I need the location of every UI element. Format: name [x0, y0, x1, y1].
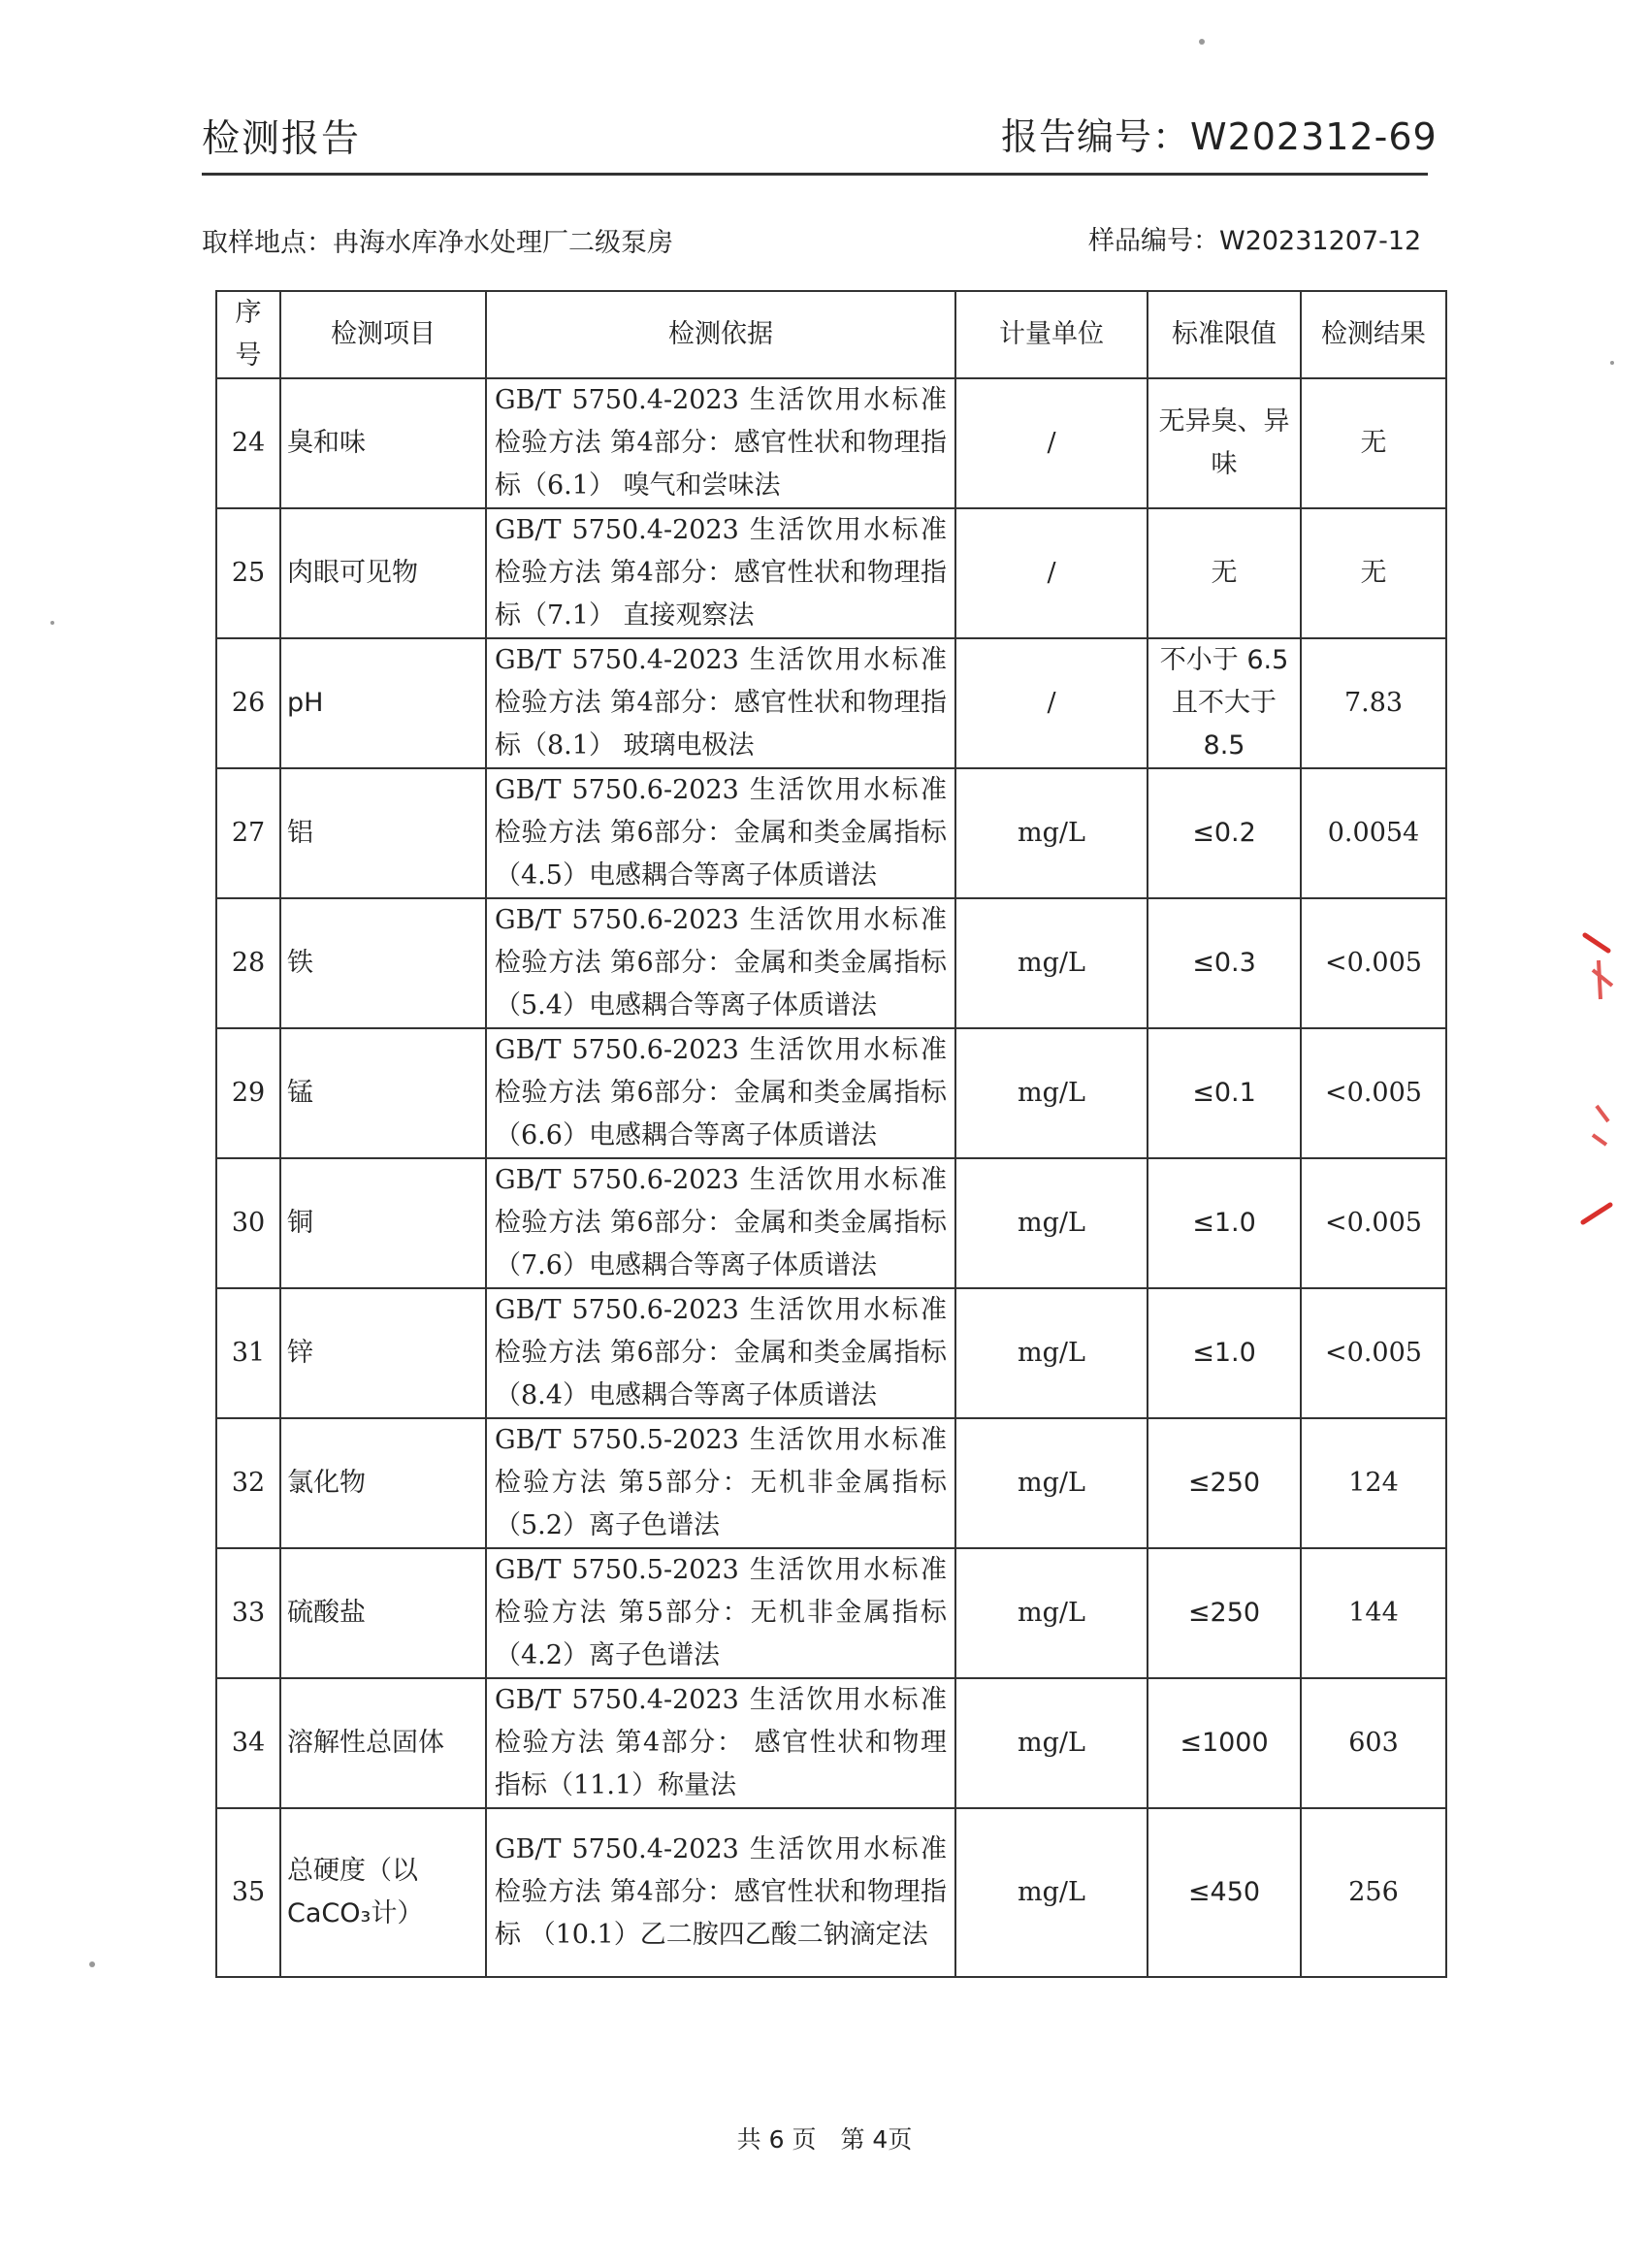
row-limit: ≤0.3 — [1148, 898, 1301, 1028]
row-basis: GB/T 5750.4-2023 生活饮用水标准检验方法 第4部分：感官性状和物理指标 （10.1）乙二胺四乙酸二钠滴定法 — [486, 1808, 955, 1977]
table-row — [216, 638, 1446, 768]
row-unit: mg/L — [955, 1678, 1148, 1808]
row-no: 29 — [216, 1028, 280, 1158]
table-row — [216, 378, 1446, 508]
row-no: 28 — [216, 898, 280, 1028]
scan-speck — [50, 621, 54, 625]
row-basis: GB/T 5750.6-2023 生活饮用水标准检验方法 第6部分：金属和类金属指标（6.6）电感耦合等离子体质谱法 — [486, 1028, 955, 1158]
scan-speck — [1610, 361, 1614, 365]
row-item: 锌 — [280, 1288, 486, 1418]
report-title: 检测报告 — [202, 117, 362, 161]
row-item: 肉眼可见物 — [280, 508, 486, 638]
header-basis: 检测依据 — [486, 291, 955, 378]
row-unit: mg/L — [955, 1158, 1148, 1288]
row-basis: GB/T 5750.6-2023 生活饮用水标准检验方法 第6部分：金属和类金属指标（8.4）电感耦合等离子体质谱法 — [486, 1288, 955, 1418]
row-result: 256 — [1301, 1808, 1446, 1977]
row-unit: mg/L — [955, 1548, 1148, 1678]
row-item: pH — [280, 638, 486, 768]
row-unit: / — [955, 378, 1148, 508]
row-no: 26 — [216, 638, 280, 768]
row-result: 144 — [1301, 1548, 1446, 1678]
row-limit: ≤1.0 — [1148, 1288, 1301, 1418]
header-unit: 计量单位 — [955, 291, 1148, 378]
row-item: 硫酸盐 — [280, 1548, 486, 1678]
header-divider — [202, 173, 1428, 176]
results-table — [215, 290, 1445, 1978]
row-basis: GB/T 5750.6-2023 生活饮用水标准检验方法 第6部分：金属和类金属指标（5.4）电感耦合等离子体质谱法 — [486, 898, 955, 1028]
row-limit: ≤250 — [1148, 1418, 1301, 1548]
table-row — [216, 1418, 1446, 1548]
row-item: 溶解性总固体 — [280, 1678, 486, 1808]
sample-number: 样品编号：W20231207-12 — [1088, 226, 1422, 256]
row-limit: 无 — [1148, 508, 1301, 638]
sampling-location: 取样地点：冉海水库净水处理厂二级泵房 — [202, 228, 673, 258]
row-basis: GB/T 5750.4-2023 生活饮用水标准检验方法 第4部分：感官性状和物理指标（8.1） 玻璃电极法 — [486, 638, 955, 768]
row-limit: ≤1.0 — [1148, 1158, 1301, 1288]
table-row — [216, 1808, 1446, 1977]
row-unit: / — [955, 638, 1148, 768]
row-limit: ≤450 — [1148, 1808, 1301, 1977]
row-limit: 无异臭、异味 — [1148, 378, 1301, 508]
row-unit: mg/L — [955, 1808, 1148, 1977]
scan-speck — [89, 1961, 95, 1967]
row-item: 臭和味 — [280, 378, 486, 508]
row-no: 30 — [216, 1158, 280, 1288]
row-basis: GB/T 5750.4-2023 生活饮用水标准检验方法 第4部分：感官性状和物理指标（7.1） 直接观察法 — [486, 508, 955, 638]
row-no: 25 — [216, 508, 280, 638]
row-unit: / — [955, 508, 1148, 638]
row-basis: GB/T 5750.4-2023 生活饮用水标准检验方法 第4部分： 感官性状和物理指标（11.1）称量法 — [486, 1678, 955, 1808]
row-unit: mg/L — [955, 768, 1148, 898]
header-limit: 标准限值 — [1148, 291, 1301, 378]
row-limit: ≤0.1 — [1148, 1028, 1301, 1158]
row-basis: GB/T 5750.5-2023 生活饮用水标准检验方法 第5部分：无机非金属指标（4.2）离子色谱法 — [486, 1548, 955, 1678]
row-no: 24 — [216, 378, 280, 508]
row-basis: GB/T 5750.6-2023 生活饮用水标准检验方法 第6部分：金属和类金属指标（7.6）电感耦合等离子体质谱法 — [486, 1158, 955, 1288]
row-unit: mg/L — [955, 898, 1148, 1028]
table-row — [216, 1548, 1446, 1678]
row-no: 33 — [216, 1548, 280, 1678]
row-unit: mg/L — [955, 1418, 1148, 1548]
row-item: 铁 — [280, 898, 486, 1028]
page-counter: 共 6 页 第 4页 — [736, 2125, 913, 2154]
row-item: 总硬度（以CaCO₃计） — [280, 1808, 486, 1977]
table-row — [216, 508, 1446, 638]
row-item: 铜 — [280, 1158, 486, 1288]
row-item: 锰 — [280, 1028, 486, 1158]
row-no: 27 — [216, 768, 280, 898]
row-unit: mg/L — [955, 1288, 1148, 1418]
table-row — [216, 1028, 1446, 1158]
row-result: 603 — [1301, 1678, 1446, 1808]
row-unit: mg/L — [955, 1028, 1148, 1158]
row-item: 铝 — [280, 768, 486, 898]
row-result: 0.0054 — [1301, 768, 1446, 898]
row-basis: GB/T 5750.5-2023 生活饮用水标准检验方法 第5部分：无机非金属指标（5.2）离子色谱法 — [486, 1418, 955, 1548]
row-limit: ≤250 — [1148, 1548, 1301, 1678]
row-result: <0.005 — [1301, 1158, 1446, 1288]
row-basis: GB/T 5750.4-2023 生活饮用水标准检验方法 第4部分：感官性状和物理指标（6.1） 嗅气和尝味法 — [486, 378, 955, 508]
header-result: 检测结果 — [1301, 291, 1446, 378]
row-item: 氯化物 — [280, 1418, 486, 1548]
row-limit: ≤0.2 — [1148, 768, 1301, 898]
row-result: 无 — [1301, 378, 1446, 508]
row-no: 31 — [216, 1288, 280, 1418]
row-limit: 不小于 6.5 且不大于 8.5 — [1148, 638, 1301, 768]
row-result: <0.005 — [1301, 1028, 1446, 1158]
row-result: 7.83 — [1301, 638, 1446, 768]
table-row — [216, 1678, 1446, 1808]
report-number: 报告编号：W202312-69 — [1001, 115, 1438, 158]
row-result: <0.005 — [1301, 898, 1446, 1028]
table-header-row — [216, 291, 1446, 378]
row-no: 34 — [216, 1678, 280, 1808]
row-no: 32 — [216, 1418, 280, 1548]
table-row — [216, 898, 1446, 1028]
row-limit: ≤1000 — [1148, 1678, 1301, 1808]
row-basis: GB/T 5750.6-2023 生活饮用水标准检验方法 第6部分：金属和类金属指标（4.5）电感耦合等离子体质谱法 — [486, 768, 955, 898]
row-result: 无 — [1301, 508, 1446, 638]
table-row — [216, 1288, 1446, 1418]
seal-stamp-fragment — [1579, 931, 1618, 1242]
row-result: <0.005 — [1301, 1288, 1446, 1418]
row-result: 124 — [1301, 1418, 1446, 1548]
scan-speck — [1199, 39, 1205, 45]
table-row — [216, 768, 1446, 898]
header-item: 检测项目 — [280, 291, 486, 378]
row-no: 35 — [216, 1808, 280, 1977]
table-row — [216, 1158, 1446, 1288]
header-no: 序号 — [216, 291, 280, 378]
